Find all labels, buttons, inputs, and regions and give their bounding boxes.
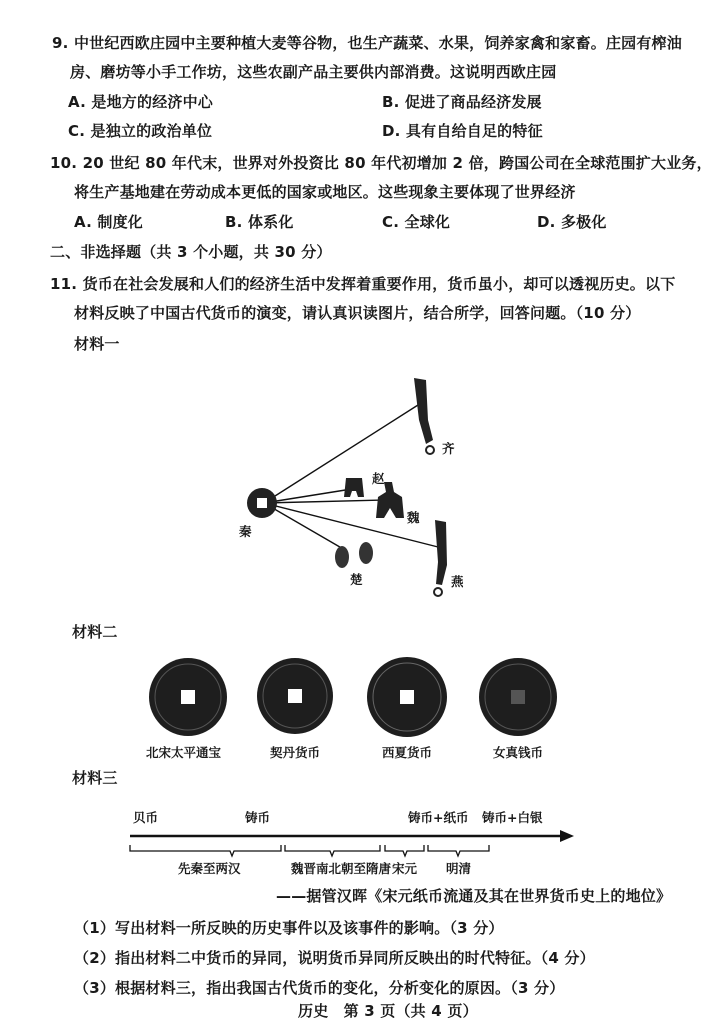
label-yan: 燕 xyxy=(451,574,464,589)
q9-option-a: A. 是地方的经济中心 xyxy=(68,93,214,111)
currency-cast-paper: 铸币+纸币 xyxy=(408,810,469,825)
arrowhead-icon xyxy=(560,830,574,842)
material3-title: 材料三 xyxy=(72,769,118,787)
material1-title: 材料一 xyxy=(74,335,120,353)
q11-stem-line1: 11. 货币在社会发展和人们的经济生活中发挥着重要作用，货币虽小，却可以透视历史。以下 xyxy=(50,275,676,293)
q10-stem-line1: 10. 20 世纪 80 年代末，世界对外投资比 80 年代初增加 2 倍，跨国公司在全球范围扩大业务， xyxy=(50,154,712,172)
coin-label-western-xia: 西夏货币 xyxy=(382,745,433,760)
currency-cast: 铸币 xyxy=(245,810,271,825)
coin-label-jurchen: 女真钱币 xyxy=(493,745,544,760)
question-1: （1）写出材料一所反映的历史事件以及该事件的影响。（3 分） xyxy=(74,919,504,937)
q9-option-c: C. 是独立的政治单位 xyxy=(68,122,213,140)
q10-stem-line2: 将生产基地建在劳动成本更低的国家或地区。这些现象主要体现了世界经济 xyxy=(74,183,576,201)
q11-stem-line2: 材料反映了中国古代货币的演变，请认真识读图片，结合所学，回答问题。（10 分） xyxy=(74,304,641,322)
period-pre-qin-han: 先秦至两汉 xyxy=(178,861,241,876)
label-qi: 齐 xyxy=(442,441,455,456)
q9-option-b: B. 促进了商品经济发展 xyxy=(382,93,542,111)
label-zhao: 赵 xyxy=(372,471,385,486)
q10-option-c: C. 全球化 xyxy=(382,213,451,231)
label-chu: 楚 xyxy=(350,572,363,587)
currency-cast-silver: 铸币+白银 xyxy=(482,810,543,825)
period-ming-qing: 明清 xyxy=(446,861,472,876)
section-heading: 二、非选择题（共 3 个小题，共 30 分） xyxy=(50,243,332,261)
label-qin: 秦 xyxy=(239,524,252,539)
period-wei-jin-sui-tang: 魏晋南北朝至隋唐 xyxy=(291,861,392,876)
q9-stem-line1: 9. 中世纪西欧庄园中主要种植大麦等谷物，也生产蔬菜、水果，饲养家禽和家畜。庄园有榨油 xyxy=(52,34,682,52)
question-2: （2）指出材料二中货币的异同，说明货币异同所反映出的时代特征。（4 分） xyxy=(74,949,595,967)
label-wei: 魏 xyxy=(407,510,420,525)
q10-option-a: A. 制度化 xyxy=(74,213,144,231)
q10-option-b: B. 体系化 xyxy=(225,213,294,231)
period-song-yuan: 宋元 xyxy=(392,861,418,876)
material2-title: 材料二 xyxy=(72,623,118,641)
page-footer: 历史 第 3 页（共 4 页） xyxy=(298,1002,478,1020)
currency-shell: 贝币 xyxy=(133,810,159,825)
q10-option-d: D. 多极化 xyxy=(537,213,607,231)
q9-option-d: D. 具有自给自足的特征 xyxy=(382,122,543,140)
q9-stem-line2: 房、磨坊等小手工作坊，这些农副产品主要供内部消费。这说明西欧庄园 xyxy=(70,63,557,81)
material3-source: ——据管汉晖《宋元纸币流通及其在世界货币史上的地位》 xyxy=(276,887,672,905)
period-braces xyxy=(130,845,489,856)
coin-label-northern-song: 北宋太平通宝 xyxy=(146,745,222,760)
question-3: （3）根据材料三，指出我国古代货币的变化，分析变化的原因。（3 分） xyxy=(74,979,565,997)
coin-label-khitan: 契丹货币 xyxy=(270,745,321,760)
